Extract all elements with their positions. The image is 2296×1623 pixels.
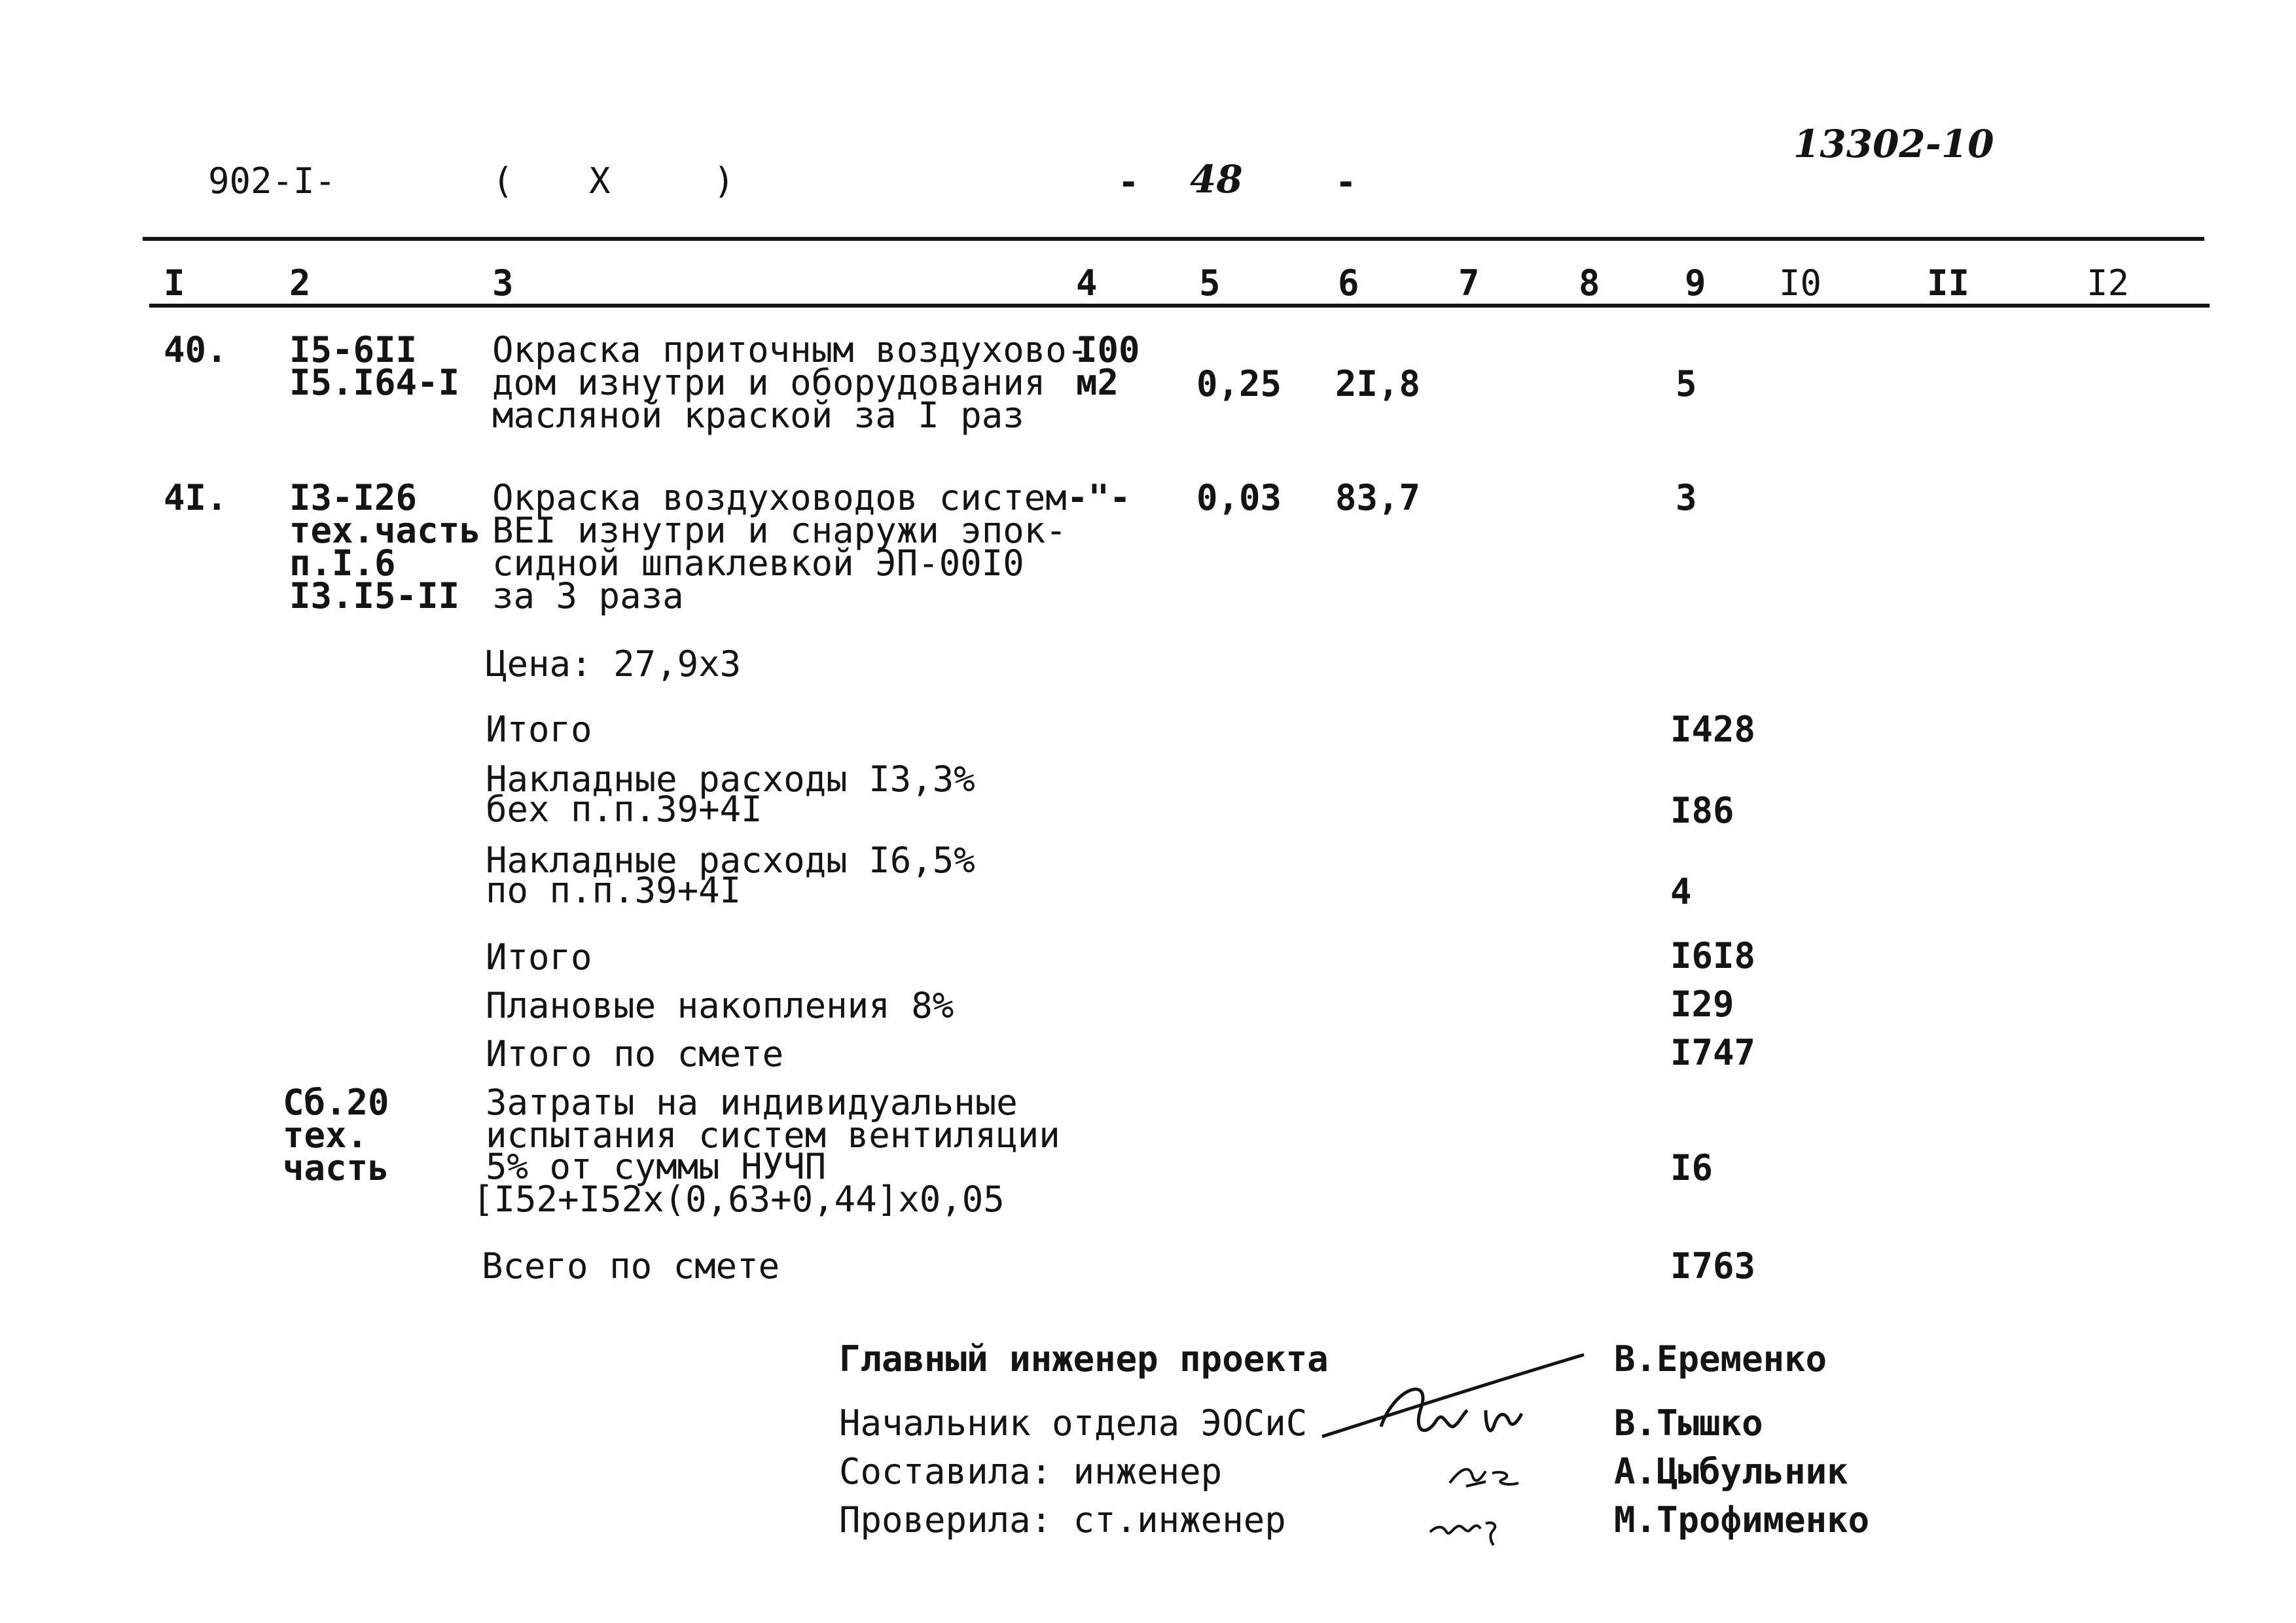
row-unit: м2 — [1076, 362, 1119, 403]
column-header: I — [164, 262, 185, 304]
signature-role: Начальник отдела ЭОСиС — [839, 1402, 1308, 1444]
signature-name: М.Трофименко — [1614, 1499, 1870, 1541]
handwritten-signature-checker — [1427, 1509, 1525, 1548]
row-description: за 3 раза — [492, 575, 684, 616]
row-description: дом изнутри и оборудования — [492, 362, 1046, 403]
summary-value: I86 — [1670, 790, 1734, 831]
summary-label: Итого — [486, 709, 592, 750]
signature-role: Проверила: ст.инженер — [839, 1499, 1286, 1541]
row-code: I3-I26 — [289, 477, 418, 518]
row-description: Окраска воздуховодов систем — [492, 477, 1067, 518]
price-note: Цена: 27,9х3 — [486, 643, 742, 685]
summary-label: Накладные расходы I6,5% — [486, 840, 975, 881]
column-header: 2 — [289, 262, 311, 304]
handwritten-signature-chief — [1322, 1348, 1597, 1453]
signature-role: Главный инженер проекта — [839, 1338, 1329, 1380]
page-number: 48 — [1190, 157, 1243, 202]
column-header: 3 — [492, 262, 514, 304]
summary-value: I428 — [1670, 709, 1756, 750]
column-header: 9 — [1685, 262, 1706, 304]
row-total: 5 — [1676, 363, 1697, 404]
signature-name: В.Еременко — [1614, 1338, 1827, 1380]
row-code: тех.часть — [289, 510, 481, 551]
row-description: масляной краской за I раз — [492, 395, 1024, 436]
column-header: 5 — [1199, 262, 1221, 304]
archive-number: 13302-10 — [1793, 122, 1994, 166]
row-price: 83,7 — [1335, 477, 1421, 518]
summary-label: бех п.п.39+4I — [486, 789, 762, 830]
row-unit: -"- — [1067, 477, 1131, 518]
row-number: 4I. — [164, 477, 228, 518]
grand-total-value: I763 — [1670, 1245, 1756, 1287]
row-description: Окраска приточным воздухово- — [492, 329, 1088, 370]
extra-code: Сб.20 — [283, 1082, 389, 1123]
summary-value: I6I8 — [1670, 935, 1756, 976]
row-quantity: 0,25 — [1196, 363, 1282, 404]
dash-left: - — [1118, 162, 1139, 203]
row-number: 40. — [164, 329, 228, 370]
column-header: II — [1927, 262, 1970, 304]
handwritten-signature-compiler — [1446, 1457, 1525, 1496]
signature-role: Составила: инженер — [839, 1451, 1223, 1492]
row-code: I5.I64-I — [289, 362, 460, 403]
summary-value: I29 — [1670, 984, 1734, 1025]
column-header: 8 — [1579, 262, 1600, 304]
row-code: I5-6II — [289, 329, 418, 370]
row-total: 3 — [1676, 477, 1697, 518]
row-description: BEI изнутри и снаружи эпок- — [492, 510, 1067, 551]
extra-code: часть — [283, 1147, 389, 1188]
signature-name: В.Тышко — [1614, 1402, 1763, 1444]
summary-label: Итого по смете — [486, 1033, 784, 1075]
row-code: I3.I5-II — [289, 575, 460, 616]
row-unit: I00 — [1076, 329, 1140, 370]
summary-label: Плановые накопления 8% — [486, 985, 954, 1026]
summary-value: 4 — [1670, 871, 1692, 912]
column-header: 6 — [1338, 262, 1359, 304]
extra-value: I6 — [1670, 1147, 1713, 1188]
paren-close: ) — [713, 160, 735, 202]
header-rule — [149, 304, 2210, 308]
grand-total-label: Всего по смете — [482, 1245, 780, 1287]
doc-code: 902-I- — [208, 160, 336, 202]
summary-value: I747 — [1670, 1032, 1756, 1073]
row-code: п.I.6 — [289, 543, 396, 584]
column-header: 4 — [1076, 262, 1098, 304]
dash-right: - — [1335, 162, 1357, 203]
extra-label: [I52+I52х(0,63+0,44]х0,05 — [473, 1179, 1005, 1220]
extra-label: 5% от суммы НУЧП — [486, 1146, 827, 1187]
row-quantity: 0,03 — [1196, 477, 1282, 518]
extra-label: Затраты на индивидуальные — [486, 1082, 1018, 1123]
signature-name: А.Цыбульник — [1614, 1451, 1848, 1492]
extra-label: испытания систем вентиляции — [486, 1115, 1060, 1156]
paren-open: ( — [492, 160, 514, 202]
top-rule — [143, 237, 2204, 241]
column-header: 7 — [1458, 262, 1480, 304]
row-description: сидной шпаклевкой ЭП-00I0 — [492, 543, 1024, 584]
paren-mark: X — [589, 160, 611, 202]
column-header: I2 — [2087, 262, 2130, 304]
row-price: 2I,8 — [1335, 363, 1421, 404]
column-header: I0 — [1779, 262, 1822, 304]
summary-label: Итого — [486, 936, 592, 978]
summary-label: по п.п.39+4I — [486, 870, 742, 911]
extra-code: тех. — [283, 1115, 368, 1156]
summary-label: Накладные расходы I3,3% — [486, 758, 975, 800]
